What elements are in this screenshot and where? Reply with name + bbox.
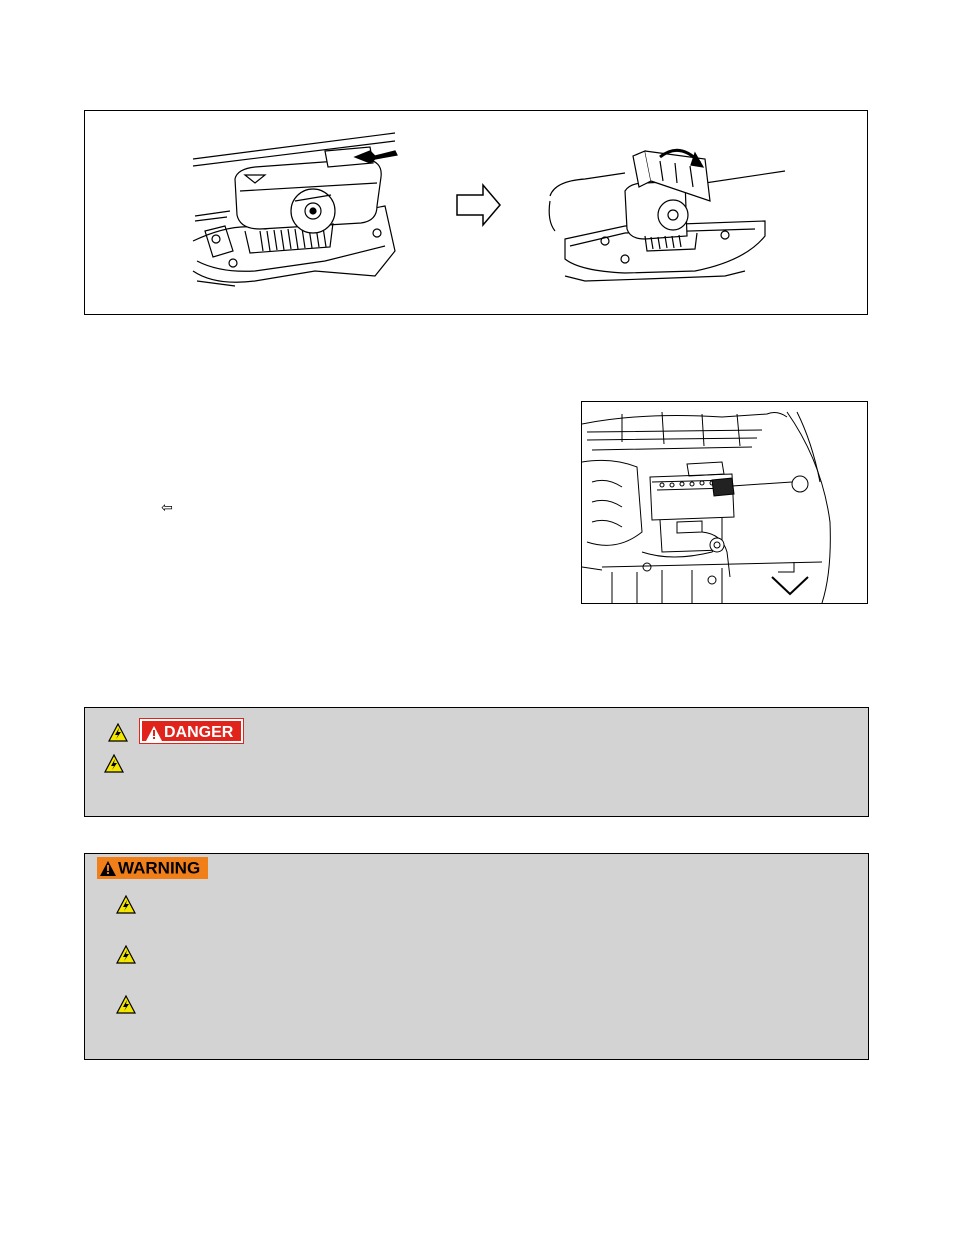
service-plug-open-drawing (549, 150, 785, 281)
warning-label: WARNING (118, 858, 201, 878)
high-voltage-icon (116, 945, 136, 965)
danger-banner (140, 719, 243, 743)
high-voltage-icon (116, 895, 136, 915)
alert-triangle-icon (146, 726, 162, 741)
high-voltage-icon (108, 723, 128, 743)
warning-banner (97, 857, 208, 879)
engine-compartment-illustration (582, 402, 867, 603)
right-arrow (457, 185, 500, 225)
high-voltage-icon (104, 754, 124, 774)
alert-triangle-icon (100, 861, 116, 876)
danger-label: DANGER (164, 724, 234, 741)
engine-compartment-figure (581, 401, 868, 604)
high-voltage-icon (116, 995, 136, 1015)
body-arrow-glyph: ⇦ (161, 500, 173, 516)
service-plug-closed-drawing (193, 133, 397, 286)
service-plug-figure (84, 110, 868, 315)
warning-box (84, 853, 869, 1060)
service-plug-illustration (85, 111, 867, 314)
